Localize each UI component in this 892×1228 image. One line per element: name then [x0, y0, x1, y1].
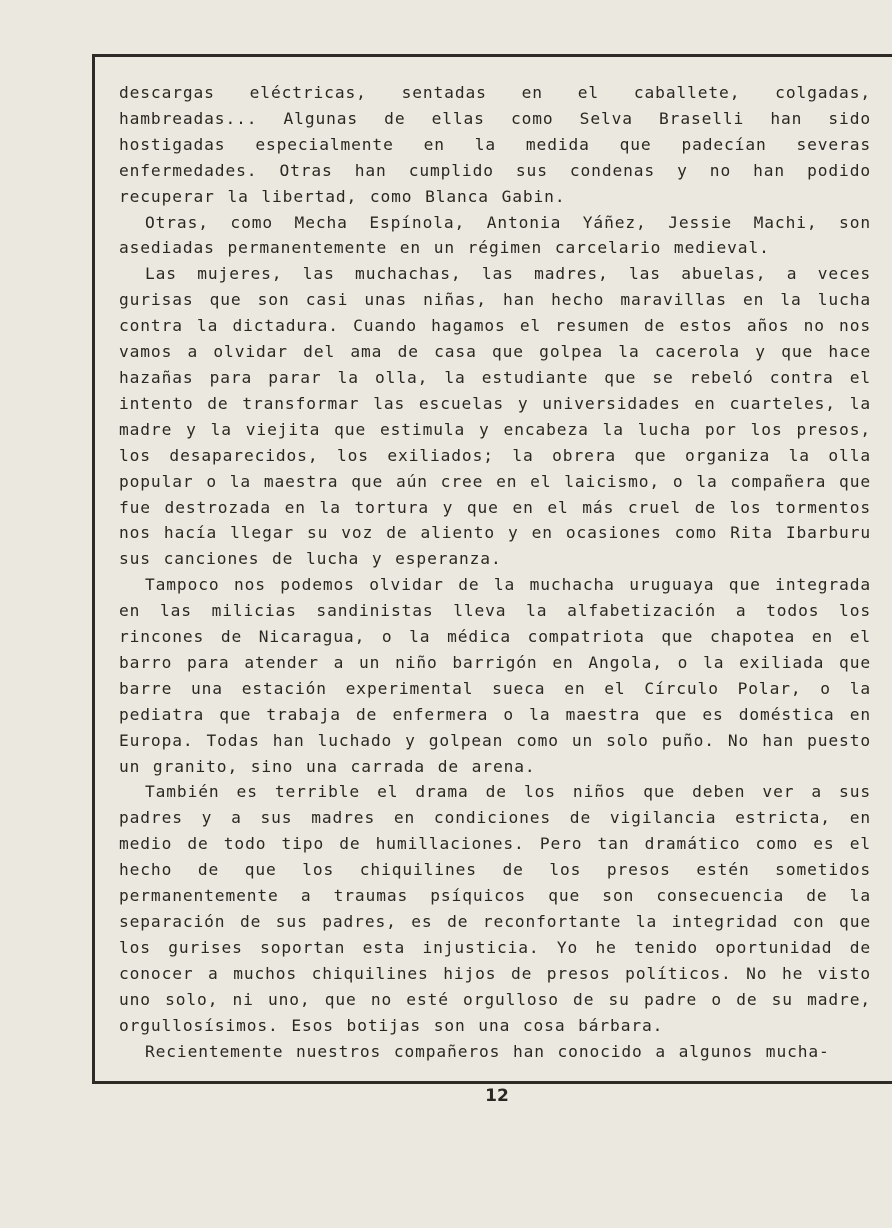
paragraph: descargas eléctricas, sentadas en el caballete, colgadas, hambreadas... Algunas de ellas como Selva Braselli han sido hostigadas especialmente en la medida que padecían severas enfermedades. Otras han cumplido sus condenas y no han podido recuperar la libertad, como Blanca Gabin.	[119, 83, 871, 206]
paragraph: Las mujeres, las muchachas, las madres, las abuelas, a veces gurisas que son casi unas niñas, han hecho maravillas en la lucha contra la dictadura. Cuando hagamos el resumen de estos años no nos vamos a olvidar del ama de casa que golpea la cacerola y que hace hazañas para parar la olla, la estudiante que se rebeló contra el intento de transformar las escuelas y universidades en cuarteles, la madre y la viejita que estimula y encabeza la lucha por los presos, los desaparecidos, los exiliados; la obrera que organiza la olla popular o la maestra que aún cree en el laicismo, o la compañera que fue destrozada en la tortura y que en el más cruel de los tormentos nos hacía llegar su voz de aliento y en ocasiones como Rita Ibarburu sus canciones de lucha y esperanza.	[119, 264, 871, 569]
paragraph: Recientemente nuestros compañeros han conocido a algunos mucha-	[145, 1041, 830, 1061]
paragraph: Otras, como Mecha Espínola, Antonia Yáñez, Jessie Machi, son asediadas permanentemente en un régimen carcelario medieval.	[119, 212, 871, 258]
body-text	[119, 80, 871, 1064]
paragraph: También es terrible el drama de los niños que deben ver a sus padres y a sus madres en condiciones de vigilancia estricta, en medio de todo tipo de humillaciones. Pero tan dramático como es el hecho de que los chiquilines de los presos estén sometidos permanentemente a traumas psíquicos que son consecuencia de la separación de sus padres, es de reconfortante la integridad con que los gurises soportan esta injusticia. Yo he tenido oportunidad de conocer a muchos chiquilines hijos de presos políticos. No he visto uno solo, ni uno, que no esté orgulloso de su padre o de su madre, orgullosísimos. Esos botijas son una cosa bárbara.	[119, 782, 871, 1035]
page-number: 12	[485, 1086, 509, 1106]
paragraph: Tampoco nos podemos olvidar de la muchacha uruguaya que integrada en las milicias sandinistas lleva la alfabetización a todos los rincones de Nicaragua, o la médica compatriota que chapotea en el barro para atender a un niño barrigón en Angola, o la exiliada que barre una estación experimental sueca en el Círculo Polar, o la pediatra que trabaja de enfermera o la maestra que es doméstica en Europa. Todas han luchado y golpean como un solo puño. No han puesto un granito, sino una carrada de arena.	[119, 575, 871, 776]
